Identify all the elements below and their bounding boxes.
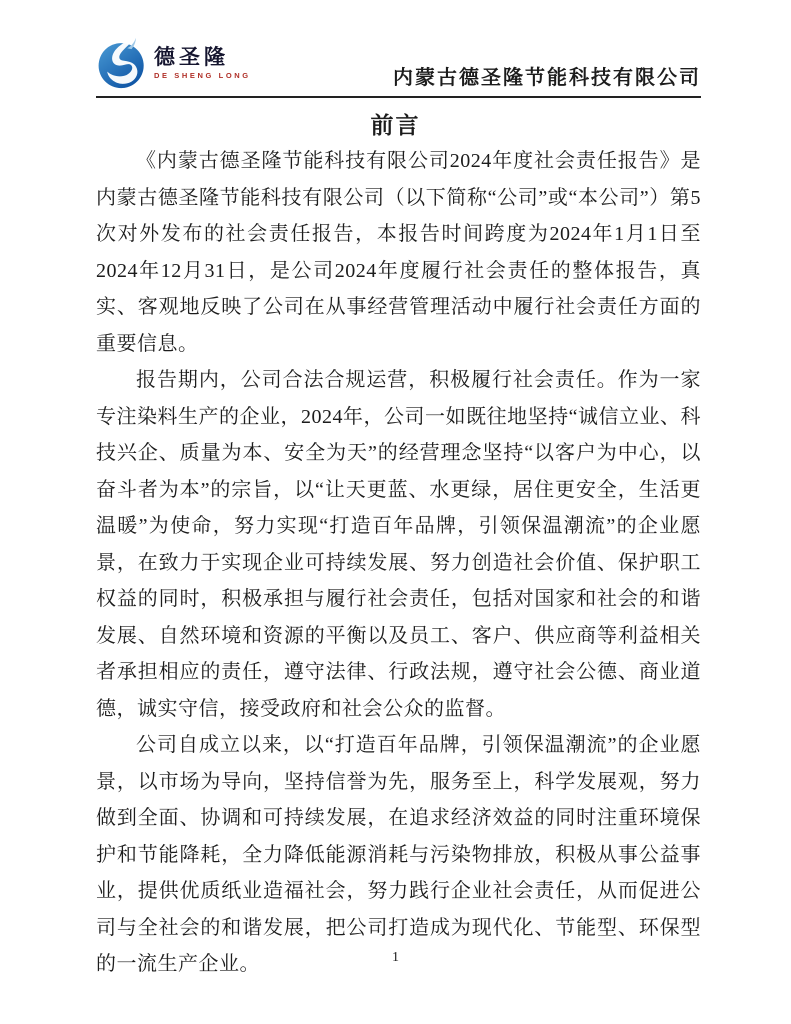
paragraph-3: 公司自成立以来，以“打造百年品牌，引领保温潮流”的企业愿景，以市场为导向，坚持信誉为先，服务至上，科学发展观，努力做到全面、协调和可持续发展，在追求经济效益的同时注重环境保护和节能降耗，全力降低能源消耗与污染物排放，积极从事公益事业，提供优质纸业造福社会，努力践行企业社会责任，从而促进公司与全社会的和谐发展，把公司打造成为现代化、节能型、环保型的一流生产企业。 (96, 734, 701, 975)
logo-text (154, 47, 251, 80)
page-header (96, 36, 701, 98)
page-title: 前言 (370, 113, 421, 138)
paragraph-2: 报告期内，公司合法合规运营，积极履行社会责任。作为一家专注染料生产的企业，2024年，公司一如既往地坚持“诚信立业、科技兴企、质量为本、安全为天”的经营理念坚持“以客户为中心，以奋斗者为本”的宗旨，以“让天更蓝、水更绿，居住更安全，生活更温暖”为使命，努力实现“打造百年品牌，引领保温潮流”的企业愿景，在致力于实现企业可持续发展、努力创造社会价值、保护职工权益的同时，积极承担与履行社会责任，包括对国家和社会的和谐发展、自然环境和资源的平衡以及员工、客户、供应商等利益相关者承担相应的责任，遵守法律、行政法规，遵守社会公德、商业道德，诚实守信，接受政府和社会公众的监督。 (96, 369, 701, 720)
page-footer (0, 950, 791, 966)
page-number: 1 (392, 950, 399, 965)
logo-chinese-name: 德圣隆 (154, 45, 229, 69)
header-company-name: 内蒙古德圣隆节能科技有限公司 (393, 67, 701, 89)
company-logo (96, 36, 251, 90)
logo-english-name: DE SHENG LONG (154, 70, 251, 80)
paragraph-1: 《内蒙古德圣隆节能科技有限公司2024年度社会责任报告》是内蒙古德圣隆节能科技有限公司（以下简称“公司”或“本公司”）第5次对外发布的社会责任报告，本报告时间跨度为2024年1月1日至2024年12月31日，是公司2024年度履行社会责任的整体报告，真实、客观地反映了公司在从事经营管理活动中履行社会责任方面的重要信息。 (96, 150, 701, 355)
dragon-s-logo-icon (96, 36, 148, 90)
document-body (96, 143, 701, 983)
